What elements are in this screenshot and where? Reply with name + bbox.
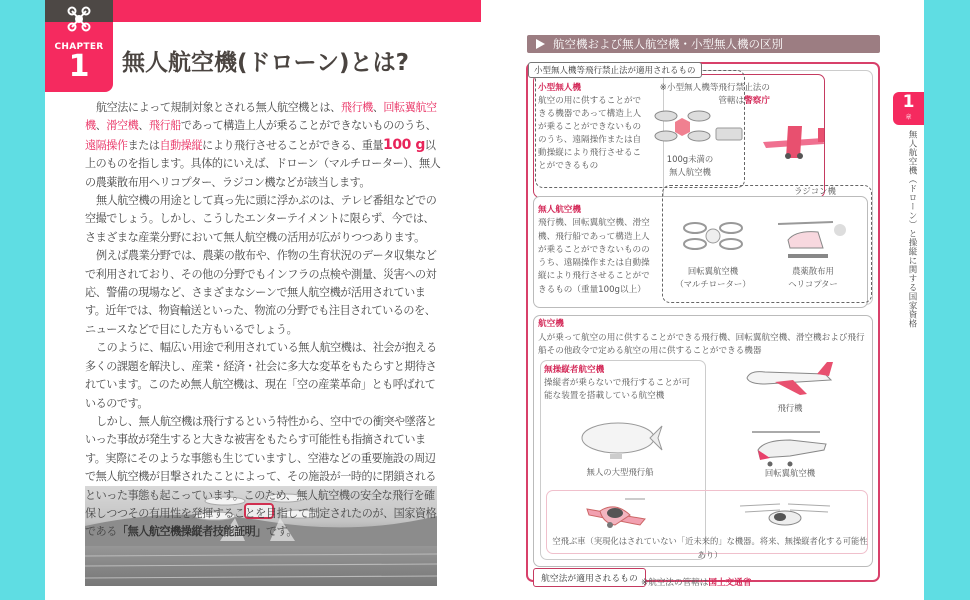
small-law-tag: 小型無人機等飛行禁止法が適用されるもの [528, 62, 702, 78]
airplane-icon [745, 360, 835, 395]
airship-icon [580, 418, 665, 463]
chapter-side-tab[interactable] [893, 92, 924, 125]
police-note: ※小型無人機等飛行禁止法の管轄は警察庁 [659, 83, 770, 106]
radicon-caption: ラジコン機 [794, 186, 836, 196]
page-title: 無人航空機(ドローン)とは? [122, 50, 409, 76]
multirotor-caption: 回転翼航空機 （マルチローター） [675, 266, 751, 289]
body-text [85, 99, 441, 542]
paragraph-3: 例えば農業分野では、農薬の散布や、作物の生育状況のデータ収集などで利用されており、その他の分野でもインフラの点検や測量、災害への対応、警備の現場など、さまざまなシーンで無人航空機が活用されています。近年では、物資輸送といった、物流の分野でも注目されているのを、ニュースなどで目にした方もいるでしょう。 [85, 249, 437, 336]
agri-heli-caption: 農薬散布用 ヘリコプター [788, 266, 838, 289]
mlit-note: ※航空法の管轄は国土交通省 [641, 578, 752, 588]
unmanned-text: 無操縦者航空機 操縦者が乗らないで飛行することが可能な装置を搭載している航空機 [544, 365, 691, 401]
chapter-label: CHAPTER [54, 42, 104, 52]
airplane-caption: 飛行機 [777, 403, 803, 413]
diagram-title: 航空機および無人航空機・小型無人機の区別 [553, 37, 783, 51]
rotorcraft-caption: 回転翼航空機 [764, 468, 816, 478]
side-tab-unit: 章 [905, 114, 912, 121]
multirotor-icon [683, 220, 743, 260]
small-drone-caption: 100g未満の 無人航空機 [666, 154, 714, 177]
drone-icon [67, 6, 91, 32]
uav-text: 無人航空機 飛行機、回転翼航空機、滑空機、飛行船であって構造上人が乗ることができないもののうち、遠隔操作または自動操縦により飛行させることができるもの（重量100g以上） [538, 205, 650, 295]
play-triangle-icon [536, 39, 545, 49]
flying-car-icon [585, 497, 655, 532]
aircraft-text: 航空機 人が乗って航空の用に供することができる飛行機、回転翼航空機、滑空機および飛行船その他政令で定める航空の用に供することができる機器 [538, 319, 865, 356]
flying-car-caption: 空飛ぶ車（実現化はされていない「近未来的」な機器。将来、無操縦者化する可能性あり） [552, 536, 868, 560]
side-tab-number: 1 [902, 92, 915, 112]
left-edge-band [0, 0, 45, 600]
top-accent-bar [113, 0, 481, 22]
paragraph-1: 航空法によって規制対象とされる無人航空機とは、飛行機、回転翼航空機、滑空機、飛行船であって構造上人が乗ることができないもののうち、遠隔操作または自動操縦により飛行させることができる、重量100 g以上のものを指します。具体的にいえば、ドローン（マルチローター）、無人の農薬散布用ヘリコプター、ラジコン機などが該当します。 [85, 101, 441, 189]
rotorcraft-icon [750, 428, 830, 468]
right-edge-band [924, 0, 970, 600]
chapter-number: 1 [68, 49, 90, 84]
airship-caption: 無人の大型飛行船 [586, 467, 654, 477]
small-drone-icon [654, 108, 744, 148]
aviation-law-tag: 航空法が適用されるもの [533, 568, 646, 587]
evtol-icon [740, 500, 830, 530]
chapter-badge [45, 0, 113, 92]
agri-helicopter-icon [778, 218, 848, 262]
paragraph-5: しかし、無人航空機は飛行するという特性から、空中での衝突や墜落といった事故が発生すると大きな被害をもたらす可能性も指摘されています。実際にそのような事態も生じていますし、空港などの重要施設の周辺で無人航空機が目撃されたことによって、その施設が一時的に閉鎖されるといった事態も起こっています。このため、無人航空機の安全な飛行を確保しつつその有用性を発揮することを目指して制定されたのが、国家資格である「無人航空機操縦者技能証明」です。 [85, 414, 437, 539]
radicon-plane-icon [758, 118, 828, 166]
small-uav-text: 小型無人機 航空の用に供することができる機器であって構造上人が乗ることができないもののうち、遠隔操作または自動操縦により飛行させることができるもの [538, 83, 642, 171]
diagram-title-bar [527, 35, 880, 53]
side-tab-title: 無人航空機（ドローン）と操縦に関する国家資格 [907, 130, 917, 328]
paragraph-2: 無人航空機の用途として真っ先に頭に浮かぶのは、テレビ番組などでの空撮でしょう。しかし、こうしたエンターテイメントに限らず、今では、さまざまな産業分野において無人航空機の活用が広がりつつあります。 [85, 194, 437, 244]
paragraph-4: このように、幅広い用途で利用されている無人航空機は、社会が抱える多くの課題を解決し、産業・経済・社会に多大な変革をもたらすと期待されています。このため無人航空機は、現在「空の産業革命」とも呼ばれているのです。 [85, 341, 437, 410]
